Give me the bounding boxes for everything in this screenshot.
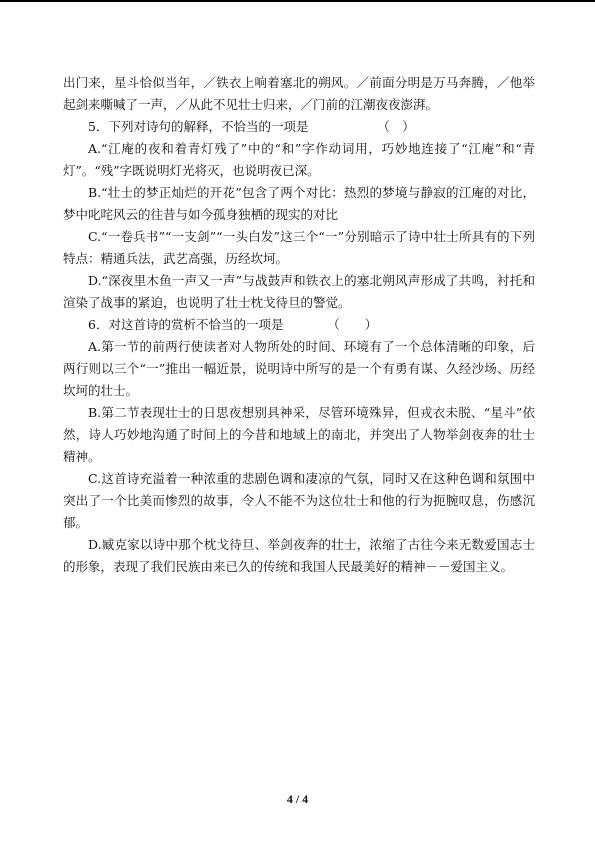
document-body bbox=[63, 72, 535, 578]
question-6-option-c: C.这首诗充溢着一种浓重的悲剧色调和凄凉的气氛，同时又在这种色调和氛围中突出了一个比美而惨烈的故事，令人不能不为这位壮士和他的行为扼腕叹息，伤感沉郁。 bbox=[63, 471, 535, 530]
question-6-stem: 6．对这首诗的赏析不恰当的一项是 （ ） bbox=[88, 317, 378, 332]
header-rule bbox=[0, 0, 595, 2]
question-6-option-d: D.臧克家以诗中那个枕戈待旦、举剑夜奔的壮士，浓缩了古往今来无数爱国志士的形象，表现了我们民族由来已久的传统和我国人民最美好的精神－－爱国主义。 bbox=[63, 537, 535, 574]
question-6-option-b: B.第二节表现壮士的日思夜想别具神采，尽管环境殊异，但戎衣未脱、“星斗”依然，诗人巧妙地沟通了时间上的今昔和地域上的南北，并突出了人物举剑夜奔的壮士精神。 bbox=[63, 405, 535, 464]
page-number: 4 / 4 bbox=[286, 792, 309, 806]
question-6-option-a: A.第一节的前两行使读者对人物所处的时间、环境有了一个总体清晰的印象，后两行则以三个“一”推出一幅近景，说明诗中所写的是一个有勇有谋、久经沙场、历经坎坷的壮士。 bbox=[63, 339, 535, 398]
question-5-option-a: A.“江庵的夜和着青灯残了”中的“和”字作动词用，巧妙地连接了“江庵”和“青灯”。“残”字既说明灯光将灭，也说明夜已深。 bbox=[63, 141, 535, 178]
question-5-option-b: B.“壮士的梦正灿烂的开花”包含了两个对比：热烈的梦境与静寂的江庵的对比，梦中叱咤风云的往昔与如今孤身独栖的现实的对比 bbox=[63, 185, 535, 222]
poem-tail-paragraph: 出门来，星斗恰似当年，／铁衣上响着塞北的朔风。／前面分明是万马奔腾，／他举起剑来嘶喊了一声，／从此不见壮士归来，／门前的江潮夜夜澎湃。 bbox=[63, 75, 535, 112]
question-5-stem: 5．下列对诗句的解释，不恰当的一项是 （ ） bbox=[88, 119, 415, 134]
question-5-option-c: C.“一卷兵书”“一支剑”“一头白发”这三个“一”分别暗示了诗中壮士所具有的下列特点：精通兵法，武艺高强，历经坎坷。 bbox=[63, 229, 535, 266]
question-5-option-d: D.“深夜里木鱼一声又一声”与战鼓声和铁衣上的塞北朔风声形成了共鸣，衬托和渲染了战事的紧迫，也说明了壮士枕戈待旦的警觉。 bbox=[63, 273, 535, 310]
